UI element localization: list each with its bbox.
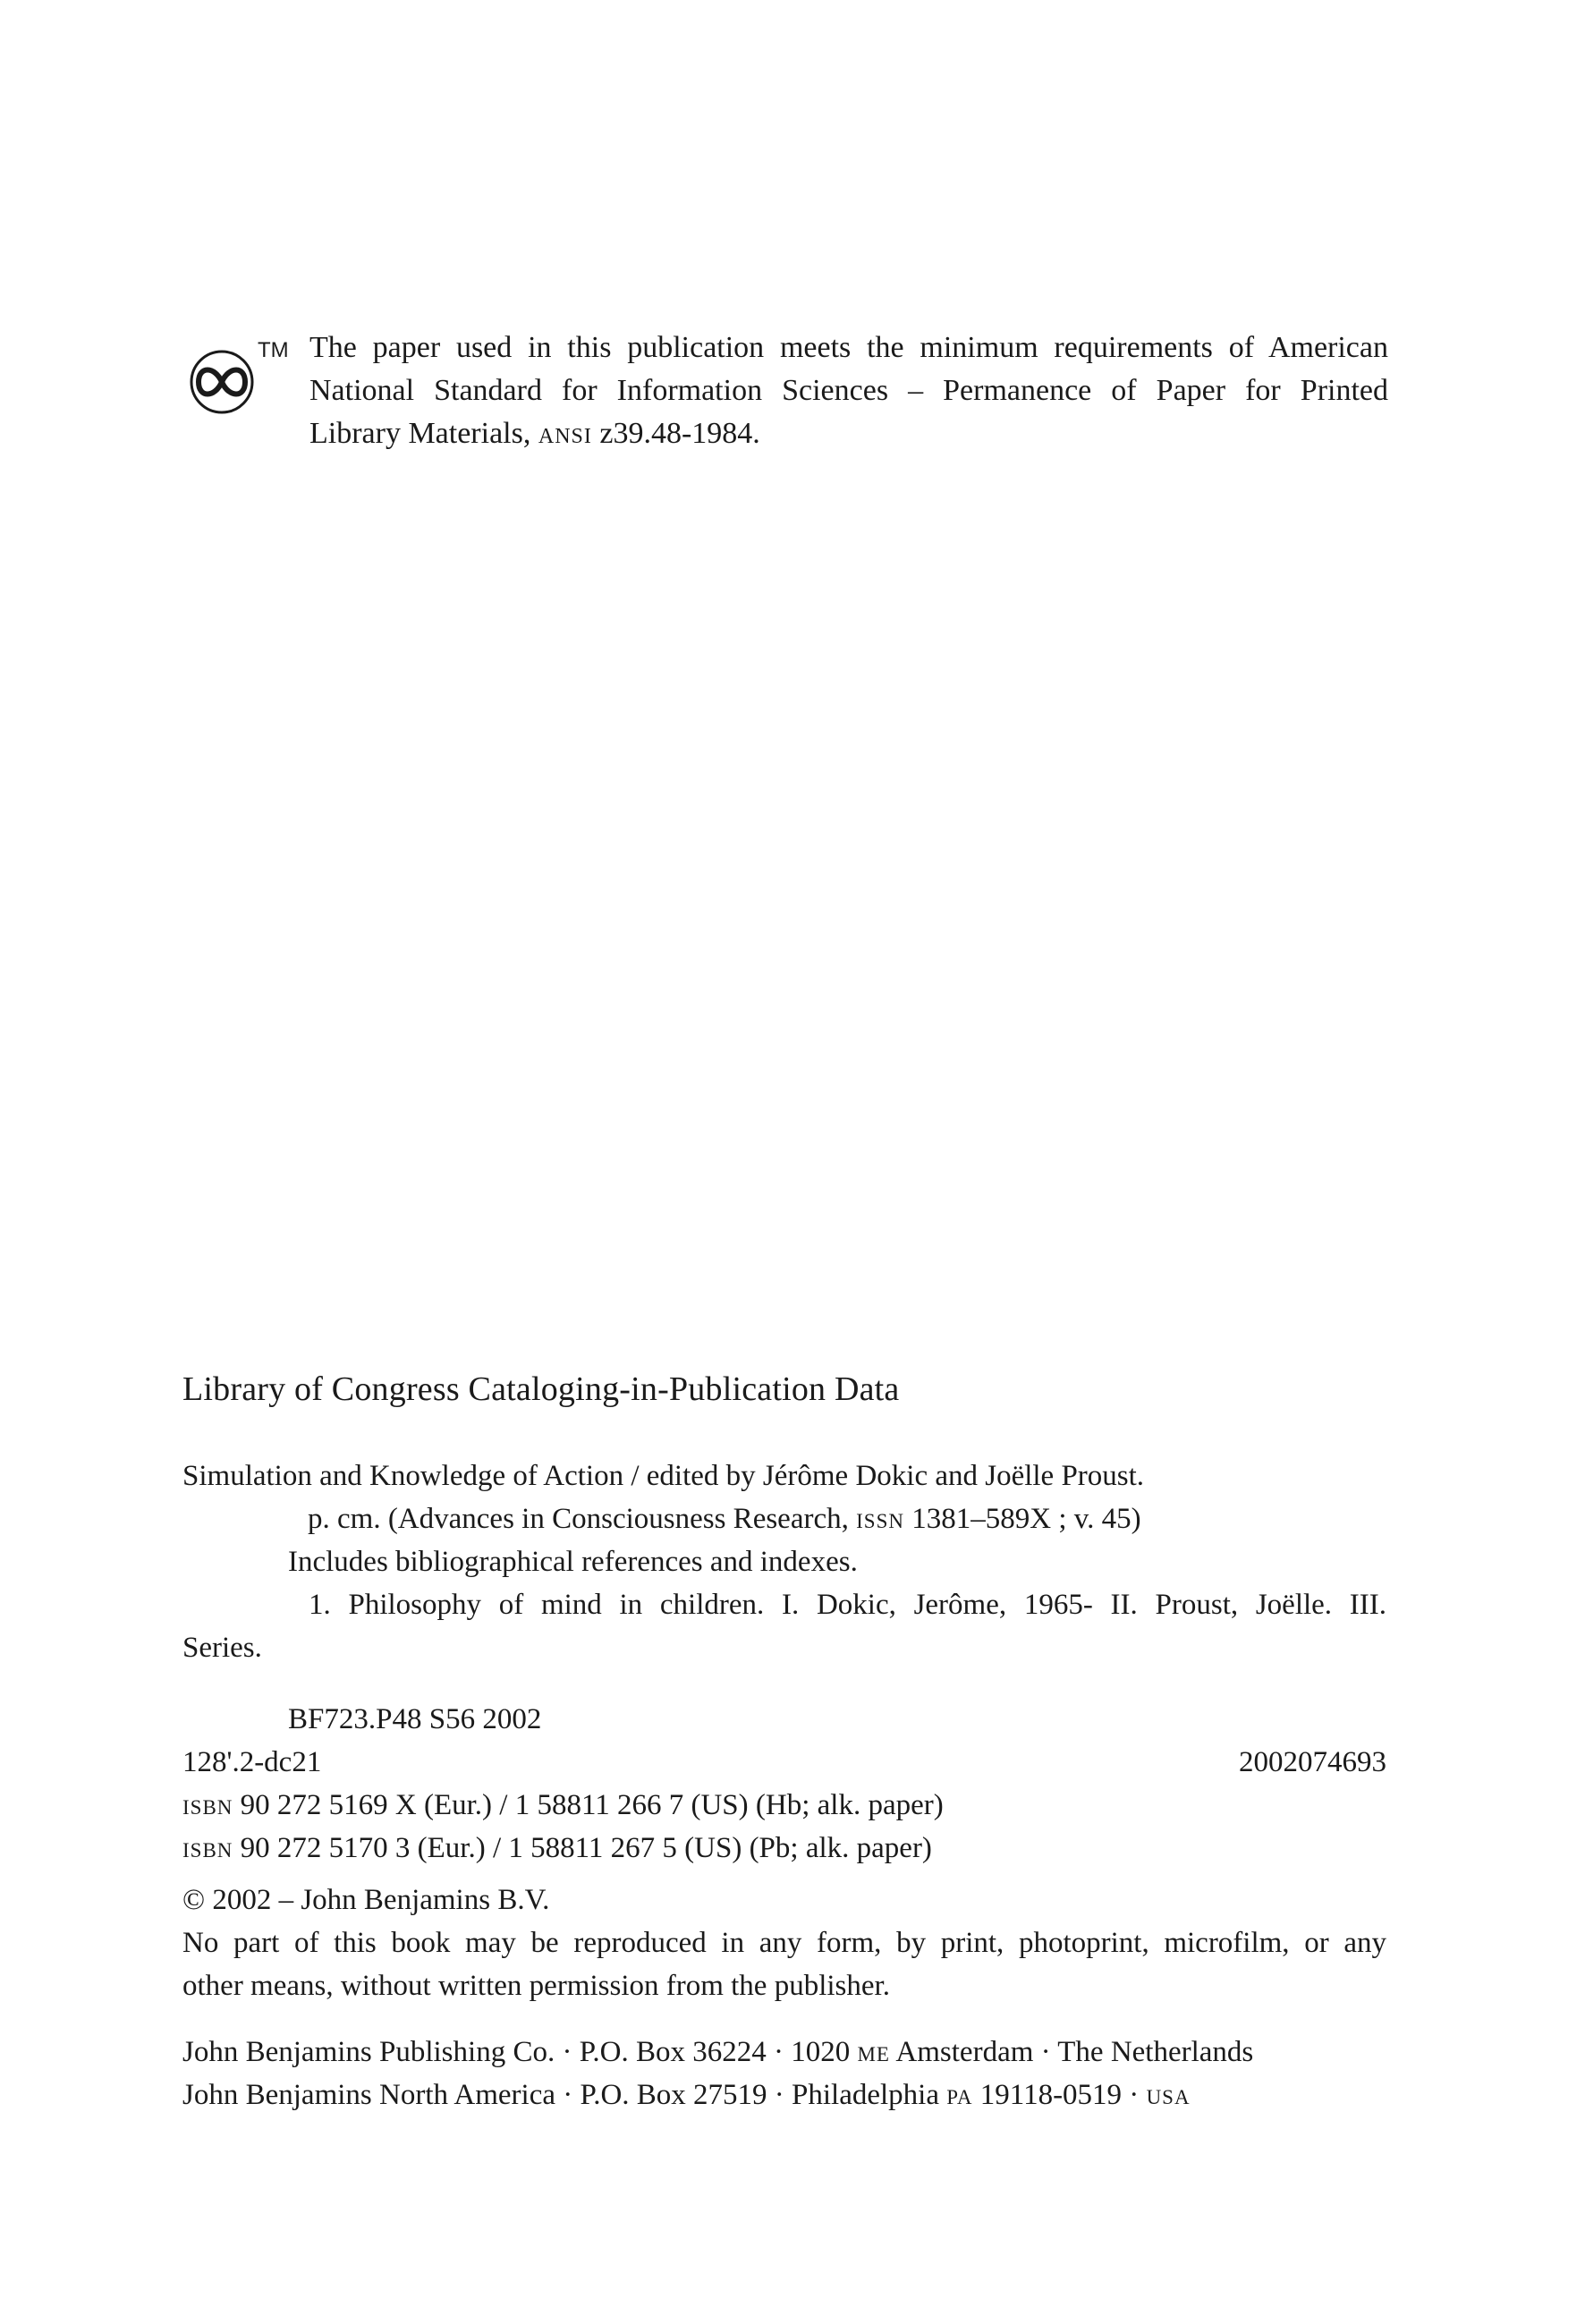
notice-text [309,327,1388,455]
cip-lccn: 2002074693 [1239,1746,1386,1778]
cip-dewey: 128'.2-dc21 [182,1746,322,1778]
rights-block [182,1879,1386,2007]
cip-series-word: Series. [182,1632,262,1664]
cip-call-number: BF723.P48 S56 2002 [288,1703,542,1735]
cip-title-line: Simulation and Knowledge of Action / edited by Jérôme Dokic and Joëlle Proust. [182,1460,1145,1492]
notice-line-2: National Standard for Information Sciences – Permanence of Paper for Printed [309,374,1388,407]
trademark-label: TM [258,338,289,362]
notice-line-1: The paper used in this publication meets the minimum requirements of American [309,331,1388,364]
cip-isbn-hardback: isbn 90 272 5169 X (Eur.) / 1 58811 266 7 (US) (Hb; alk. paper) [182,1789,944,1821]
publisher-block [182,2031,1386,2116]
rights-line-2: other means, without written permission from the publisher. [182,1970,890,2002]
infinity-icon [179,330,295,428]
publisher-north-america: John Benjamins North America · P.O. Box 27519 · Philadelphia pa 19118-0519 · usa [182,2079,1191,2111]
cip-classification-row [182,1741,1386,1784]
cip-includes-line: Includes bibliographical references and indexes. [288,1546,858,1578]
publisher-europe: John Benjamins Publishing Co. · P.O. Box 36224 · 1020 me Amsterdam · The Netherlands [182,2036,1254,2068]
copyright-line: © 2002 – John Benjamins B.V. [182,1884,550,1916]
cip-block [182,1364,1386,2116]
cip-isbn-paperback: isbn 90 272 5170 3 (Eur.) / 1 58811 267 5 (US) (Pb; alk. paper) [182,1832,932,1864]
cip-subjects-line: 1. Philosophy of mind in children. I. Dokic, Jerôme, 1965- II. Proust, Joëlle. III. [309,1589,1386,1621]
notice-line-3: Library Materials, ansi z39.48-1984. [309,417,760,450]
cip-series-line: p. cm. (Advances in Consciousness Research, issn 1381–589X ; v. 45) [308,1503,1141,1535]
cip-heading: Library of Congress Cataloging-in-Publication Data [182,1370,900,1408]
rights-line-1: No part of this book may be reproduced in any form, by print, photoprint, microfilm, or any [182,1927,1386,1959]
